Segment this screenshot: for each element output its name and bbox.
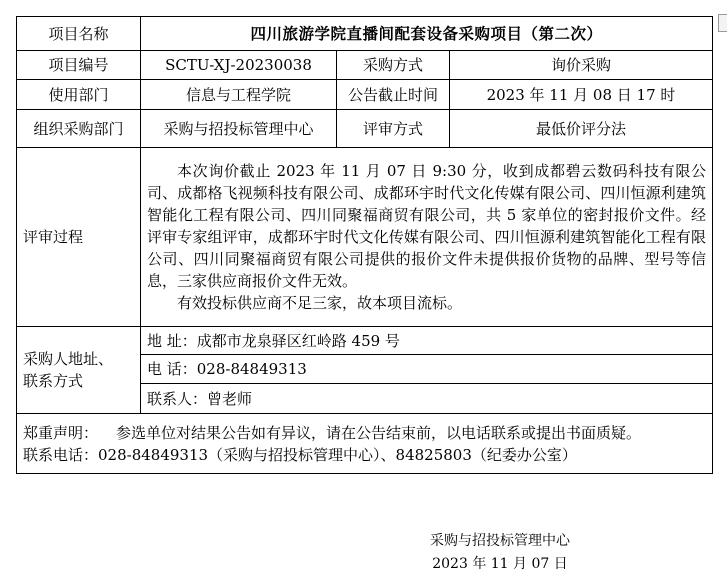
footer-date: 2023 年 11 月 07 日 <box>432 556 568 572</box>
label-deadline: 公告截止时间 <box>337 80 450 110</box>
row-organizer <box>17 110 713 148</box>
project-name-value: 四川旅游学院直播间配套设备采购项目（第二次） <box>141 17 713 51</box>
notice-label: 郑重声明： <box>23 423 99 442</box>
notice-text: 参选单位对结果公告如有异议，请在公告结束前，以电话联系或提出书面质疑。 <box>116 423 642 442</box>
label-organizer: 组织采购部门 <box>17 110 141 148</box>
contact-phone: 电 话：028-84849313 <box>141 355 713 384</box>
deadline-value: 2023 年 11 月 08 日 17 时 <box>450 80 713 110</box>
review-method-value: 最低价评分法 <box>450 110 713 148</box>
project-number-value: SCTU-XJ-20230038 <box>141 51 337 80</box>
review-process-content <box>141 148 713 327</box>
label-contact-line1: 采购人地址、 <box>23 350 114 368</box>
row-contact-address <box>17 327 713 355</box>
label-department: 使用部门 <box>17 80 141 110</box>
row-notice <box>17 414 713 474</box>
page-edge-marker <box>718 14 727 32</box>
notice-line-1 <box>23 422 706 444</box>
row-project-number <box>17 51 713 80</box>
label-project-name: 项目名称 <box>17 17 141 51</box>
label-contact-line2: 联系方式 <box>23 372 84 390</box>
row-department <box>17 80 713 110</box>
notice-line-2: 联系电话：028-84849313（采购与招投标管理中心）、84825803（纪委办公室） <box>23 445 577 464</box>
label-review-process: 评审过程 <box>17 148 141 327</box>
row-project-name <box>17 17 713 51</box>
label-project-number: 项目编号 <box>17 51 141 80</box>
review-paragraph-1: 本次询价截止 2023 年 11 月 07 日 9:30 分，收到成都碧云数码科技有限公司、成都格飞视频科技有限公司、成都环宇时代文化传媒有限公司、四川恒源利建筑智能化工程有限公司、四川同聚福商贸有限公司，共 5 家单位的密封报价文件。经评审专家组评审，成都环宇时代文化传媒有限公司、四川恒源利建筑智能化工程有限公司、四川同聚福商贸有限公司提供的报价文件未提供报价货物的品牌、型号等信息，三家供应商报价文件无效。 <box>147 162 706 290</box>
label-review-method: 评审方式 <box>337 110 450 148</box>
result-notice-table <box>16 16 713 474</box>
review-paragraph-2: 有效投标供应商不足三家，故本项目流标。 <box>177 294 463 312</box>
row-review-process <box>17 148 713 327</box>
footer-organization: 采购与招投标管理中心 <box>430 533 570 549</box>
label-procurement-method: 采购方式 <box>337 51 450 80</box>
contact-person: 联系人：曾老师 <box>141 384 713 414</box>
notice-content <box>17 414 713 474</box>
procurement-method-value: 询价采购 <box>450 51 713 80</box>
organizer-value: 采购与招投标管理中心 <box>141 110 337 148</box>
contact-address: 地 址：成都市龙泉驿区红岭路 459 号 <box>141 327 713 355</box>
label-contact <box>17 327 141 414</box>
department-value: 信息与工程学院 <box>141 80 337 110</box>
